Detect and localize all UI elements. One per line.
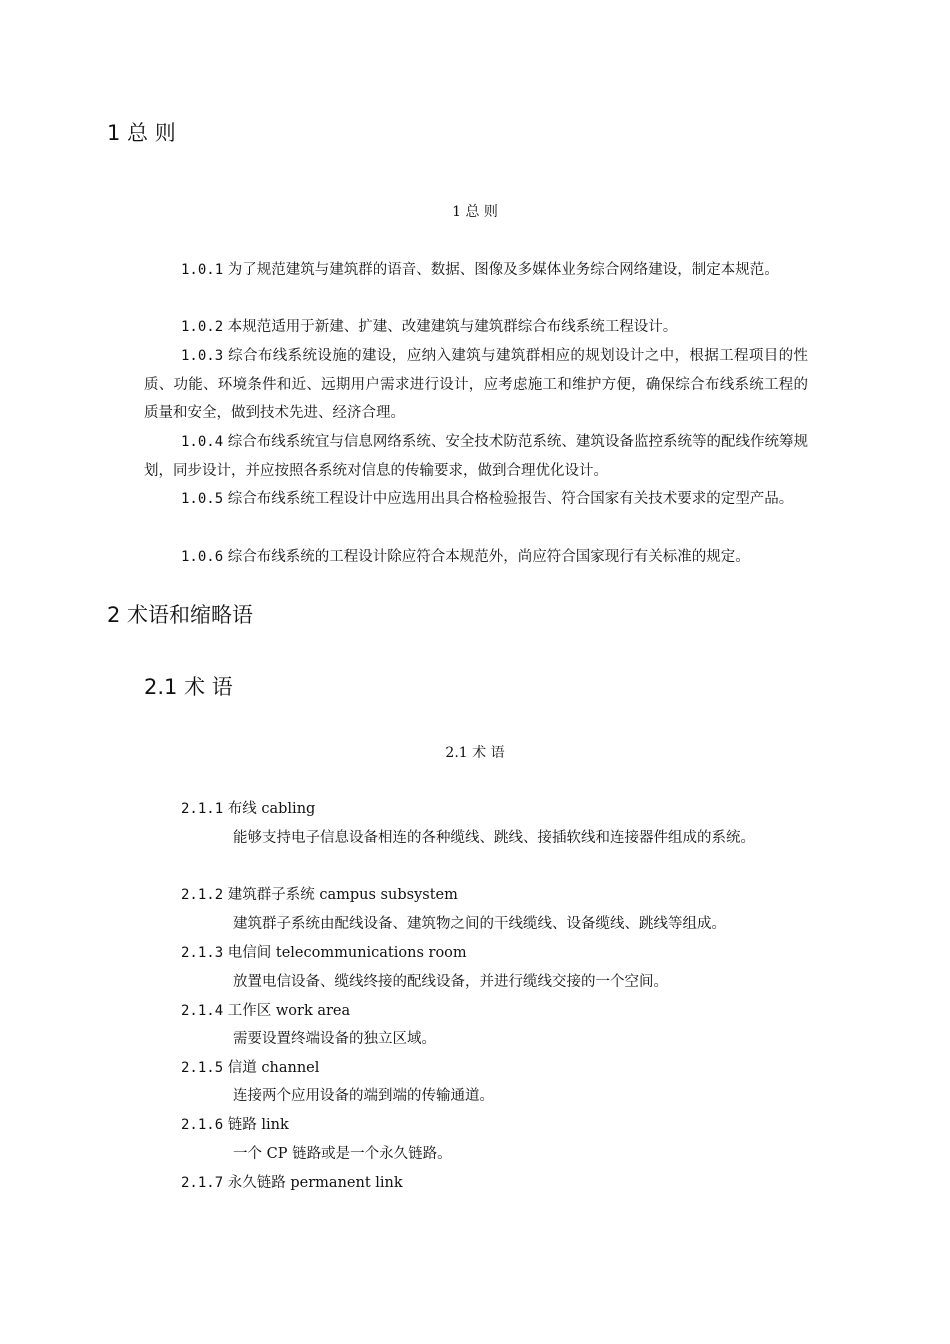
clause-number: 1.0.6 [181,549,224,565]
term-2-1-4-definition: 需要设置终端设备的独立区域。 [233,1031,436,1047]
term-name: 链路 link [227,1117,289,1133]
chapter-1-subtitle: 1 总 则 [452,204,498,220]
term-2-1-6-definition: 一个 CP 链路或是一个永久链路。 [233,1146,452,1162]
term-name: 永久链路 permanent link [227,1175,403,1191]
clause-text: 综合布线系统工程设计中应选用出具合格检验报告、符合国家有关技术要求的定型产品。 [227,491,794,507]
term-number: 2.1.4 [181,1003,224,1019]
clause-number: 1.0.2 [181,319,224,335]
clause-1-0-3 [144,342,808,428]
term-number: 2.1.7 [181,1175,224,1191]
term-2-1-2 [181,885,458,905]
clause-1-0-4 [144,428,808,485]
clause-1-0-1 [144,256,808,285]
clause-text: 本规范适用于新建、扩建、改建建筑与建筑群综合布线系统工程设计。 [227,319,678,335]
term-number: 2.1.3 [181,945,224,961]
term-number: 2.1.6 [181,1117,224,1133]
term-number: 2.1.2 [181,887,224,903]
term-2-1-6 [181,1115,289,1135]
clause-number: 1.0.4 [181,434,224,450]
clause-1-0-6 [144,543,808,572]
clause-text: 综合布线系统的工程设计除应符合本规范外，尚应符合国家现行有关标准的规定。 [227,549,750,565]
term-name: 布线 cabling [227,801,316,817]
term-2-1-3 [181,943,467,963]
clause-number: 1.0.5 [181,491,224,507]
term-name: 电信间 telecommunications room [227,945,467,961]
chapter-2-heading: 2 术语和缩略语 [107,603,254,627]
term-number: 2.1.5 [181,1060,224,1076]
term-2-1-3-definition: 放置电信设备、缆线终接的配线设备，并进行缆线交接的一个空间。 [233,974,668,990]
term-number: 2.1.1 [181,801,224,817]
term-2-1-5 [181,1058,319,1078]
term-2-1-4 [181,1001,350,1021]
clause-text: 为了规范建筑与建筑群的语音、数据、图像及多媒体业务综合网络建设，制定本规范。 [227,262,779,278]
clause-1-0-5 [144,485,808,514]
section-2-1-subtitle: 2.1 术 语 [445,745,505,761]
term-2-1-7 [181,1173,403,1193]
clause-1-0-2 [144,313,808,342]
term-name: 信道 channel [227,1060,320,1076]
clause-text: 综合布线系统设施的建设，应纳入建筑与建筑群相应的规划设计之中，根据工程项目的性质、功能、环境条件和近、远期用户需求进行设计，应考虑施工和维护方便，确保综合布线系统工程的质量和安全，做到技术先进、经济合理。 [144,348,809,421]
chapter-1-heading: 1 总 则 [107,121,176,145]
section-2-1-heading: 2.1 术 语 [144,675,233,699]
term-name: 建筑群子系统 campus subsystem [227,887,458,903]
term-name: 工作区 work area [227,1003,351,1019]
clause-number: 1.0.1 [181,262,224,278]
term-2-1-5-definition: 连接两个应用设备的端到端的传输通道。 [233,1088,494,1104]
term-2-1-1-definition: 能够支持电子信息设备相连的各种缆线、跳线、接插软线和连接器件组成的系统。 [233,830,755,846]
term-2-1-2-definition: 建筑群子系统由配线设备、建筑物之间的干线缆线、设备缆线、跳线等组成。 [233,916,726,932]
term-2-1-1 [181,799,315,819]
clause-text: 综合布线系统宜与信息网络系统、安全技术防范系统、建筑设备监控系统等的配线作统筹规划，同步设计，并应按照各系统对信息的传输要求，做到合理优化设计。 [144,434,809,479]
clause-number: 1.0.3 [181,348,224,364]
